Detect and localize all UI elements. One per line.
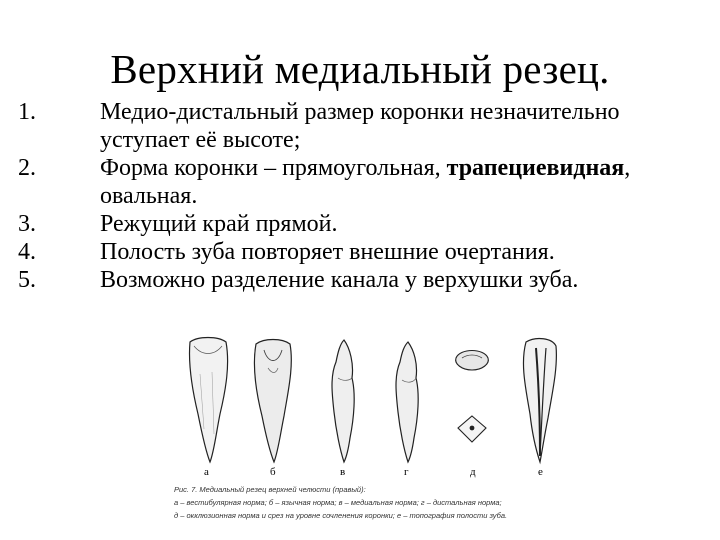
list-item-1	[18, 98, 708, 154]
list-number: 5.	[18, 267, 36, 293]
list-number: 2.	[18, 155, 36, 181]
list-number: 3.	[18, 211, 36, 237]
tooth-view-b	[254, 340, 291, 463]
list-item-text: Режущий край прямой.	[100, 211, 338, 237]
figure-caption-line-1: Рис. 7. Медиальный резец верхней челюсти (правый):	[174, 485, 366, 494]
tooth-illustration	[168, 334, 584, 534]
panel-label-d: д	[470, 466, 476, 478]
tooth-view-v	[332, 340, 354, 462]
tooth-view-e	[523, 339, 556, 462]
list-item-text: Полость зуба повторяет внешние очертания.	[100, 239, 555, 265]
figure-caption-line-3: д – окклюзионная норма и срез на уровне сочленения коронки; е – топография полости зуба.	[174, 511, 508, 520]
list-item-3	[18, 210, 708, 238]
panel-label-b: б	[270, 466, 276, 478]
list-item-text: Медио-дистальный размер коронки незначительно уступает её высоте;	[100, 99, 620, 153]
list-item-bold-text: трапециевидная	[446, 155, 625, 181]
figure-caption-line-2: а – вестибулярная норма; б – язычная норма; в – медиальная норма; г – дистальная норма;	[174, 498, 502, 507]
list-item-4	[18, 238, 708, 266]
panel-label-e: е	[538, 466, 543, 478]
list-item-5	[18, 266, 708, 294]
tooth-view-d	[456, 351, 489, 443]
list-number: 4.	[18, 239, 36, 265]
panel-label-g: г	[404, 466, 409, 478]
list-item-text: Форма коронки – прямоугольная,	[100, 155, 447, 181]
list-item-text: Возможно разделение канала у верхушки зуба.	[100, 267, 579, 293]
panel-label-a: а	[204, 466, 209, 478]
list-item-2	[18, 154, 708, 210]
slide-title: Верхний медиальный резец.	[110, 46, 610, 92]
panel-label-v: в	[340, 466, 346, 478]
feature-list	[18, 98, 708, 294]
tooth-figure	[168, 334, 584, 534]
tooth-view-g	[396, 342, 418, 462]
list-item-text-tail: , овальная.	[100, 155, 631, 209]
list-number: 1.	[18, 99, 36, 125]
tooth-view-a	[189, 338, 227, 463]
